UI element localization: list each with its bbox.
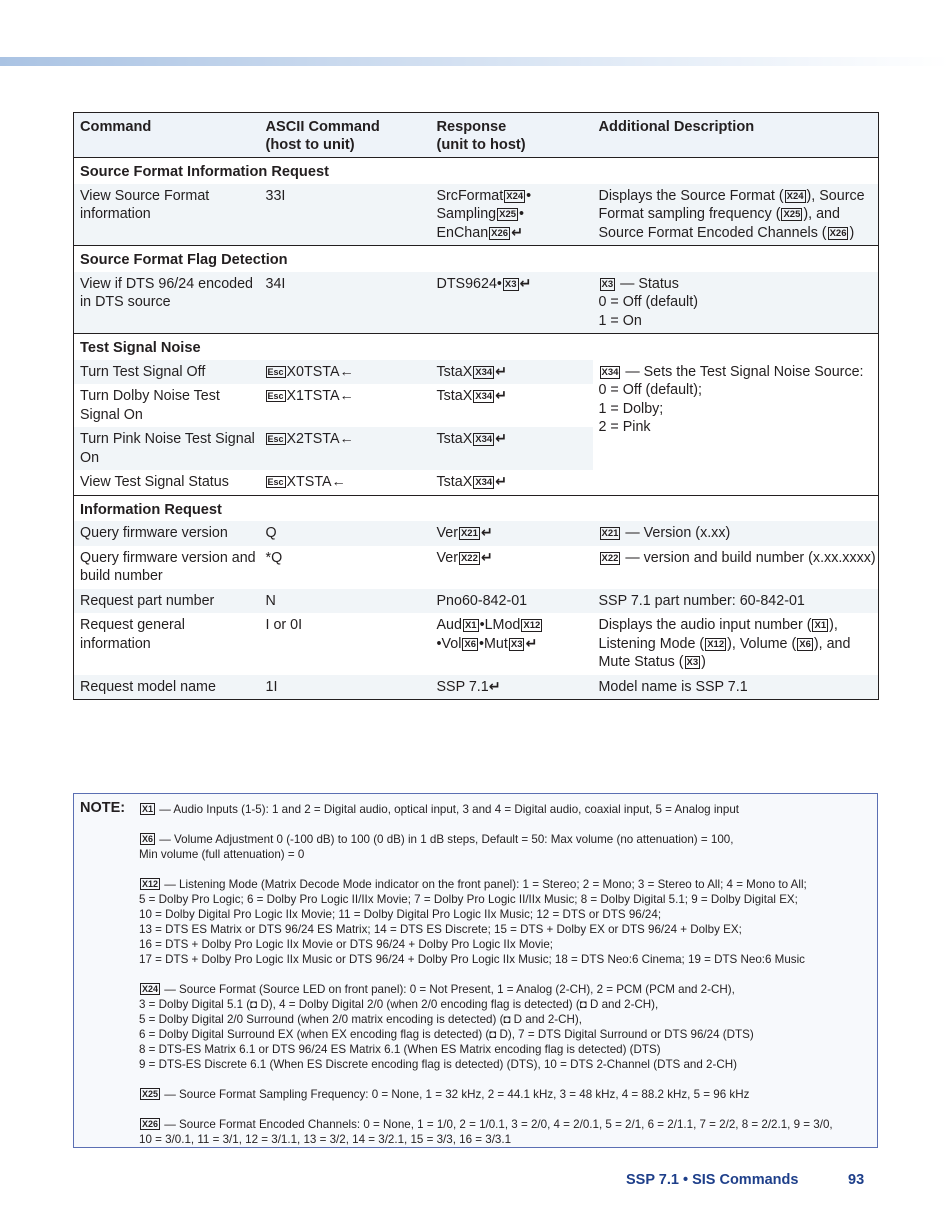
ascii-cell: Q xyxy=(260,521,431,546)
variable-box: X22 xyxy=(601,552,619,564)
variable-box: X1 xyxy=(464,620,477,631)
return-arrow-icon: ↵ xyxy=(480,549,493,566)
variable-box: X1 xyxy=(142,804,154,814)
ascii-cell: Esc X0TSTA← xyxy=(260,360,431,385)
variable-box: X6 xyxy=(799,638,811,650)
table-row xyxy=(74,613,879,675)
command-cell: View Source Format information xyxy=(74,184,260,246)
response-cell: Ver X21 ↵ xyxy=(431,521,593,546)
ascii-cell: N xyxy=(260,589,431,614)
response-cell: DTS9624• X3 ↵ xyxy=(431,272,593,334)
command-cell: Query firmware version and build number xyxy=(74,546,260,589)
command-cell: Turn Pink Noise Test Signal On xyxy=(74,427,260,470)
dolby-double-d-icon: ◘ xyxy=(503,1013,511,1026)
command-cell: Turn Test Signal Off xyxy=(74,360,260,385)
variable-box: X34 xyxy=(475,366,493,378)
dolby-double-d-icon: ◘ xyxy=(250,998,258,1011)
return-arrow-icon: ↵ xyxy=(480,525,493,541)
variable-box: X34 xyxy=(475,391,493,402)
escape-key-box: Esc xyxy=(267,434,284,444)
variable-box: X12 xyxy=(523,620,541,631)
description-cell: X22 — version and build number (x.xx.xxxx) xyxy=(593,546,879,589)
section-heading: Source Format Flag Detection xyxy=(74,246,879,272)
variable-box: X25 xyxy=(783,209,801,220)
variable-box: X34 xyxy=(601,366,619,378)
command-cell: Request general information xyxy=(74,613,260,675)
variable-box: X3 xyxy=(686,657,699,668)
footer-title: SSP 7.1 • SIS Commands xyxy=(626,1172,799,1188)
ascii-cell: I or 0I xyxy=(260,613,431,675)
description-cell: Displays the Source Format ( X24 ), Source Format sampling frequency ( X25 ), and Source Format Encoded Channels ( X26 ) xyxy=(593,184,879,246)
table-row xyxy=(74,521,879,546)
return-arrow-icon: ↵ xyxy=(525,635,538,652)
description-cell: Displays the audio input number ( X1 ), Listening Mode ( X12 ), Volume ( X6 ), and Mute Status ( X3 ) xyxy=(593,613,879,675)
variable-box: X24 xyxy=(506,190,524,202)
escape-key-box: Esc xyxy=(267,477,284,487)
variable-box: X6 xyxy=(142,834,154,844)
variable-box: X6 xyxy=(464,638,477,650)
header-gradient-bar xyxy=(0,57,950,66)
response-cell: SrcFormat X24 • Sampling X25 • EnChan X26 ↵ xyxy=(431,184,593,246)
command-cell: View Test Signal Status xyxy=(74,470,260,495)
table-header-row xyxy=(74,113,879,158)
variable-box: X3 xyxy=(510,638,523,650)
variable-box: X12 xyxy=(707,638,725,650)
ascii-cell: 1I xyxy=(260,675,431,700)
variable-box: X3 xyxy=(504,278,517,290)
variable-box: X34 xyxy=(475,434,493,445)
ascii-cell: 33I xyxy=(260,184,431,246)
description-cell: X3 — Status 0 = Off (default) 1 = On xyxy=(593,272,879,334)
description-cell: Model name is SSP 7.1 xyxy=(593,675,879,700)
variable-box: X26 xyxy=(491,227,509,239)
variable-box: X26 xyxy=(142,1119,159,1129)
description-cell: X21 — Version (x.xx) xyxy=(593,521,879,546)
variable-box: X22 xyxy=(460,552,478,564)
ascii-cell: Esc X1TSTA← xyxy=(260,384,431,427)
variable-box: X24 xyxy=(142,984,159,994)
table-row xyxy=(74,589,879,614)
note-x24: X24 — Source Format (Source LED on front panel): 0 = Not Present, 1 = Analog (2-CH), 2 = PCM (PCM and 2-CH), 3 = Dolby Digital 5.1 (◘ D), 4 = Dolby Digital 2/0 (when 2/0 encoding flag is detected) (◘ D and 2-CH), 5 = Dolby Digital 2/0 Surround (when 2/0 matrix encoding is detected) (◘ D and 2-CH), 6 = Dolby Digital Surround EX (when EX encoding flag is detected) (◘ D), 7 = DTS Digital Surround or DTS 96/24 (DTS) 8 = DTS-ES Matrix 6.1 or DTS 96/24 ES Matrix 6.1 (When ES Matrix encoding flag is detected) (DTS) 9 = DTS-ES Discrete 6.1 (When ES Discrete encoding flag is detected) (DTS), 10 = DTS 2-Channel (DTS and 2-CH) xyxy=(139,983,754,1071)
left-arrow-icon: ← xyxy=(331,474,346,490)
header-response: Response (unit to host) xyxy=(431,113,593,158)
response-cell: TstaX X34 ↵ xyxy=(431,360,593,385)
command-cell: Turn Dolby Noise Test Signal On xyxy=(74,384,260,427)
variable-box: X25 xyxy=(499,209,517,220)
note-x12: X12 — Listening Mode (Matrix Decode Mode indicator on the front panel): 1 = Stereo; 2 = Mono; 3 = Stereo to All; 4 = Mono to All; 5 = Dolby Pro Logic; 6 = Dolby Pro Logic II/IIx Movie; 7 = Dolby Pro Logic II/IIx Music; 8 = Dolby Digital 5.1; 9 = Dolby Digital EX; 10 = Dolby Digital Pro Logic IIx Movie; 11 = Dolby Digital Pro Logic IIx Music; 12 = DTS or DTS 96/24; 13 = DTS ES Matrix or DTS 96/24 ES Matrix; 14 = DTS ES Discrete; 15 = DTS + Dolby EX or DTS 96/24 + Dolby EX; 16 = DTS + Dolby Pro Logic IIx Movie or DTS 96/24 + Dolby Pro Logic IIx Movie; 17 = DTS + Dolby Pro Logic IIx Music or DTS 96/24 + Dolby Pro Logic IIx Music; 18 = DTS Neo:6 Cinema; 19 = DTS Neo:6 Music xyxy=(139,878,807,966)
table-row xyxy=(74,675,879,700)
section-heading: Information Request xyxy=(74,495,879,521)
ascii-cell: Esc X2TSTA← xyxy=(260,427,431,470)
note-body xyxy=(139,802,874,1162)
left-arrow-icon: ← xyxy=(339,431,354,447)
variable-box: X26 xyxy=(829,227,847,239)
ascii-cell: Esc XTSTA← xyxy=(260,470,431,495)
note-x26: X26 — Source Format Encoded Channels: 0 = None, 1 = 1/0, 2 = 1/0.1, 3 = 2/0, 4 = 2/0.1, 5 = 2/1, 6 = 2/1.1, 7 = 2/2, 8 = 2/2.1, 9 = 3/0, 10 = 3/0.1, 11 = 3/1, 12 = 3/1.1, 13 = 3/2, 14 = 3/2.1, 15 = 3/3, 16 = 3/3.1 xyxy=(139,1118,833,1146)
return-arrow-icon: ↵ xyxy=(511,224,524,241)
header-description: Additional Description xyxy=(593,113,879,158)
table-row xyxy=(74,360,879,385)
dolby-double-d-icon: ◘ xyxy=(489,1028,497,1041)
return-arrow-icon: ↵ xyxy=(495,388,508,404)
header-command: Command xyxy=(74,113,260,158)
response-cell: TstaX X34 ↵ xyxy=(431,427,593,470)
note-x6: X6 — Volume Adjustment 0 (-100 dB) to 100 (0 dB) in 1 dB steps, Default = 50: Max volume (no attenuation) = 100, Min volume (full attenuation) = 0 xyxy=(139,833,734,861)
variable-box: X3 xyxy=(601,278,614,290)
sis-command-table xyxy=(73,112,879,700)
description-cell: X34 — Sets the Test Signal Noise Source: 0 = Off (default); 1 = Dolby; 2 = Pink xyxy=(593,360,879,496)
variable-box: X21 xyxy=(460,528,478,539)
note-panel xyxy=(73,793,878,1148)
ascii-cell: 34I xyxy=(260,272,431,334)
note-x1: X1 — Audio Inputs (1-5): 1 and 2 = Digital audio, optical input, 3 and 4 = Digital audio, coaxial input, 5 = Analog input xyxy=(142,803,739,816)
response-cell: SSP 7.1↵ xyxy=(431,675,593,700)
return-arrow-icon: ↵ xyxy=(519,275,532,292)
ascii-cell: *Q xyxy=(260,546,431,589)
description-cell: SSP 7.1 part number: 60-842-01 xyxy=(593,589,879,614)
return-arrow-icon: ↵ xyxy=(495,431,508,447)
response-cell: TstaX X34 ↵ xyxy=(431,470,593,495)
response-cell: TstaX X34 ↵ xyxy=(431,384,593,427)
table-row xyxy=(74,272,879,334)
response-cell: Ver X22 ↵ xyxy=(431,546,593,589)
variable-box: X34 xyxy=(475,477,493,488)
variable-box: X24 xyxy=(786,190,804,202)
command-cell: Request model name xyxy=(74,675,260,700)
response-cell: Pno60-842-01 xyxy=(431,589,593,614)
return-arrow-icon: ↵ xyxy=(495,474,508,490)
command-cell: Query firmware version xyxy=(74,521,260,546)
section-heading: Test Signal Noise xyxy=(74,334,879,360)
section-heading: Source Format Information Request xyxy=(80,164,329,180)
left-arrow-icon: ← xyxy=(339,388,354,404)
header-ascii: ASCII Command (host to unit) xyxy=(260,113,431,158)
variable-box: X12 xyxy=(142,879,159,889)
return-arrow-icon: ↵ xyxy=(495,363,508,380)
dolby-double-d-icon: ◘ xyxy=(579,998,587,1011)
note-x25: X25 — Source Format Sampling Frequency: 0 = None, 1 = 32 kHz, 2 = 44.1 kHz, 3 = 48 kHz, 4 = 88.2 kHz, 5 = 96 kHz xyxy=(142,1088,750,1101)
command-cell: Request part number xyxy=(74,589,260,614)
table-row xyxy=(74,546,879,589)
note-label: NOTE: xyxy=(80,800,126,816)
command-cell: View if DTS 96/24 encoded in DTS source xyxy=(74,272,260,334)
variable-box: X25 xyxy=(142,1089,159,1099)
escape-key-box: Esc xyxy=(267,391,284,401)
escape-key-box: Esc xyxy=(267,366,284,377)
page-number: 93 xyxy=(848,1172,865,1188)
table-row xyxy=(74,184,879,246)
return-arrow-icon: ↵ xyxy=(488,678,501,695)
response-cell: Aud X1 •LMod X12 •Vol X6 •Mut X3 ↵ xyxy=(431,613,593,675)
variable-box: X1 xyxy=(814,620,827,631)
left-arrow-icon: ← xyxy=(339,363,354,380)
variable-box: X21 xyxy=(601,528,619,539)
